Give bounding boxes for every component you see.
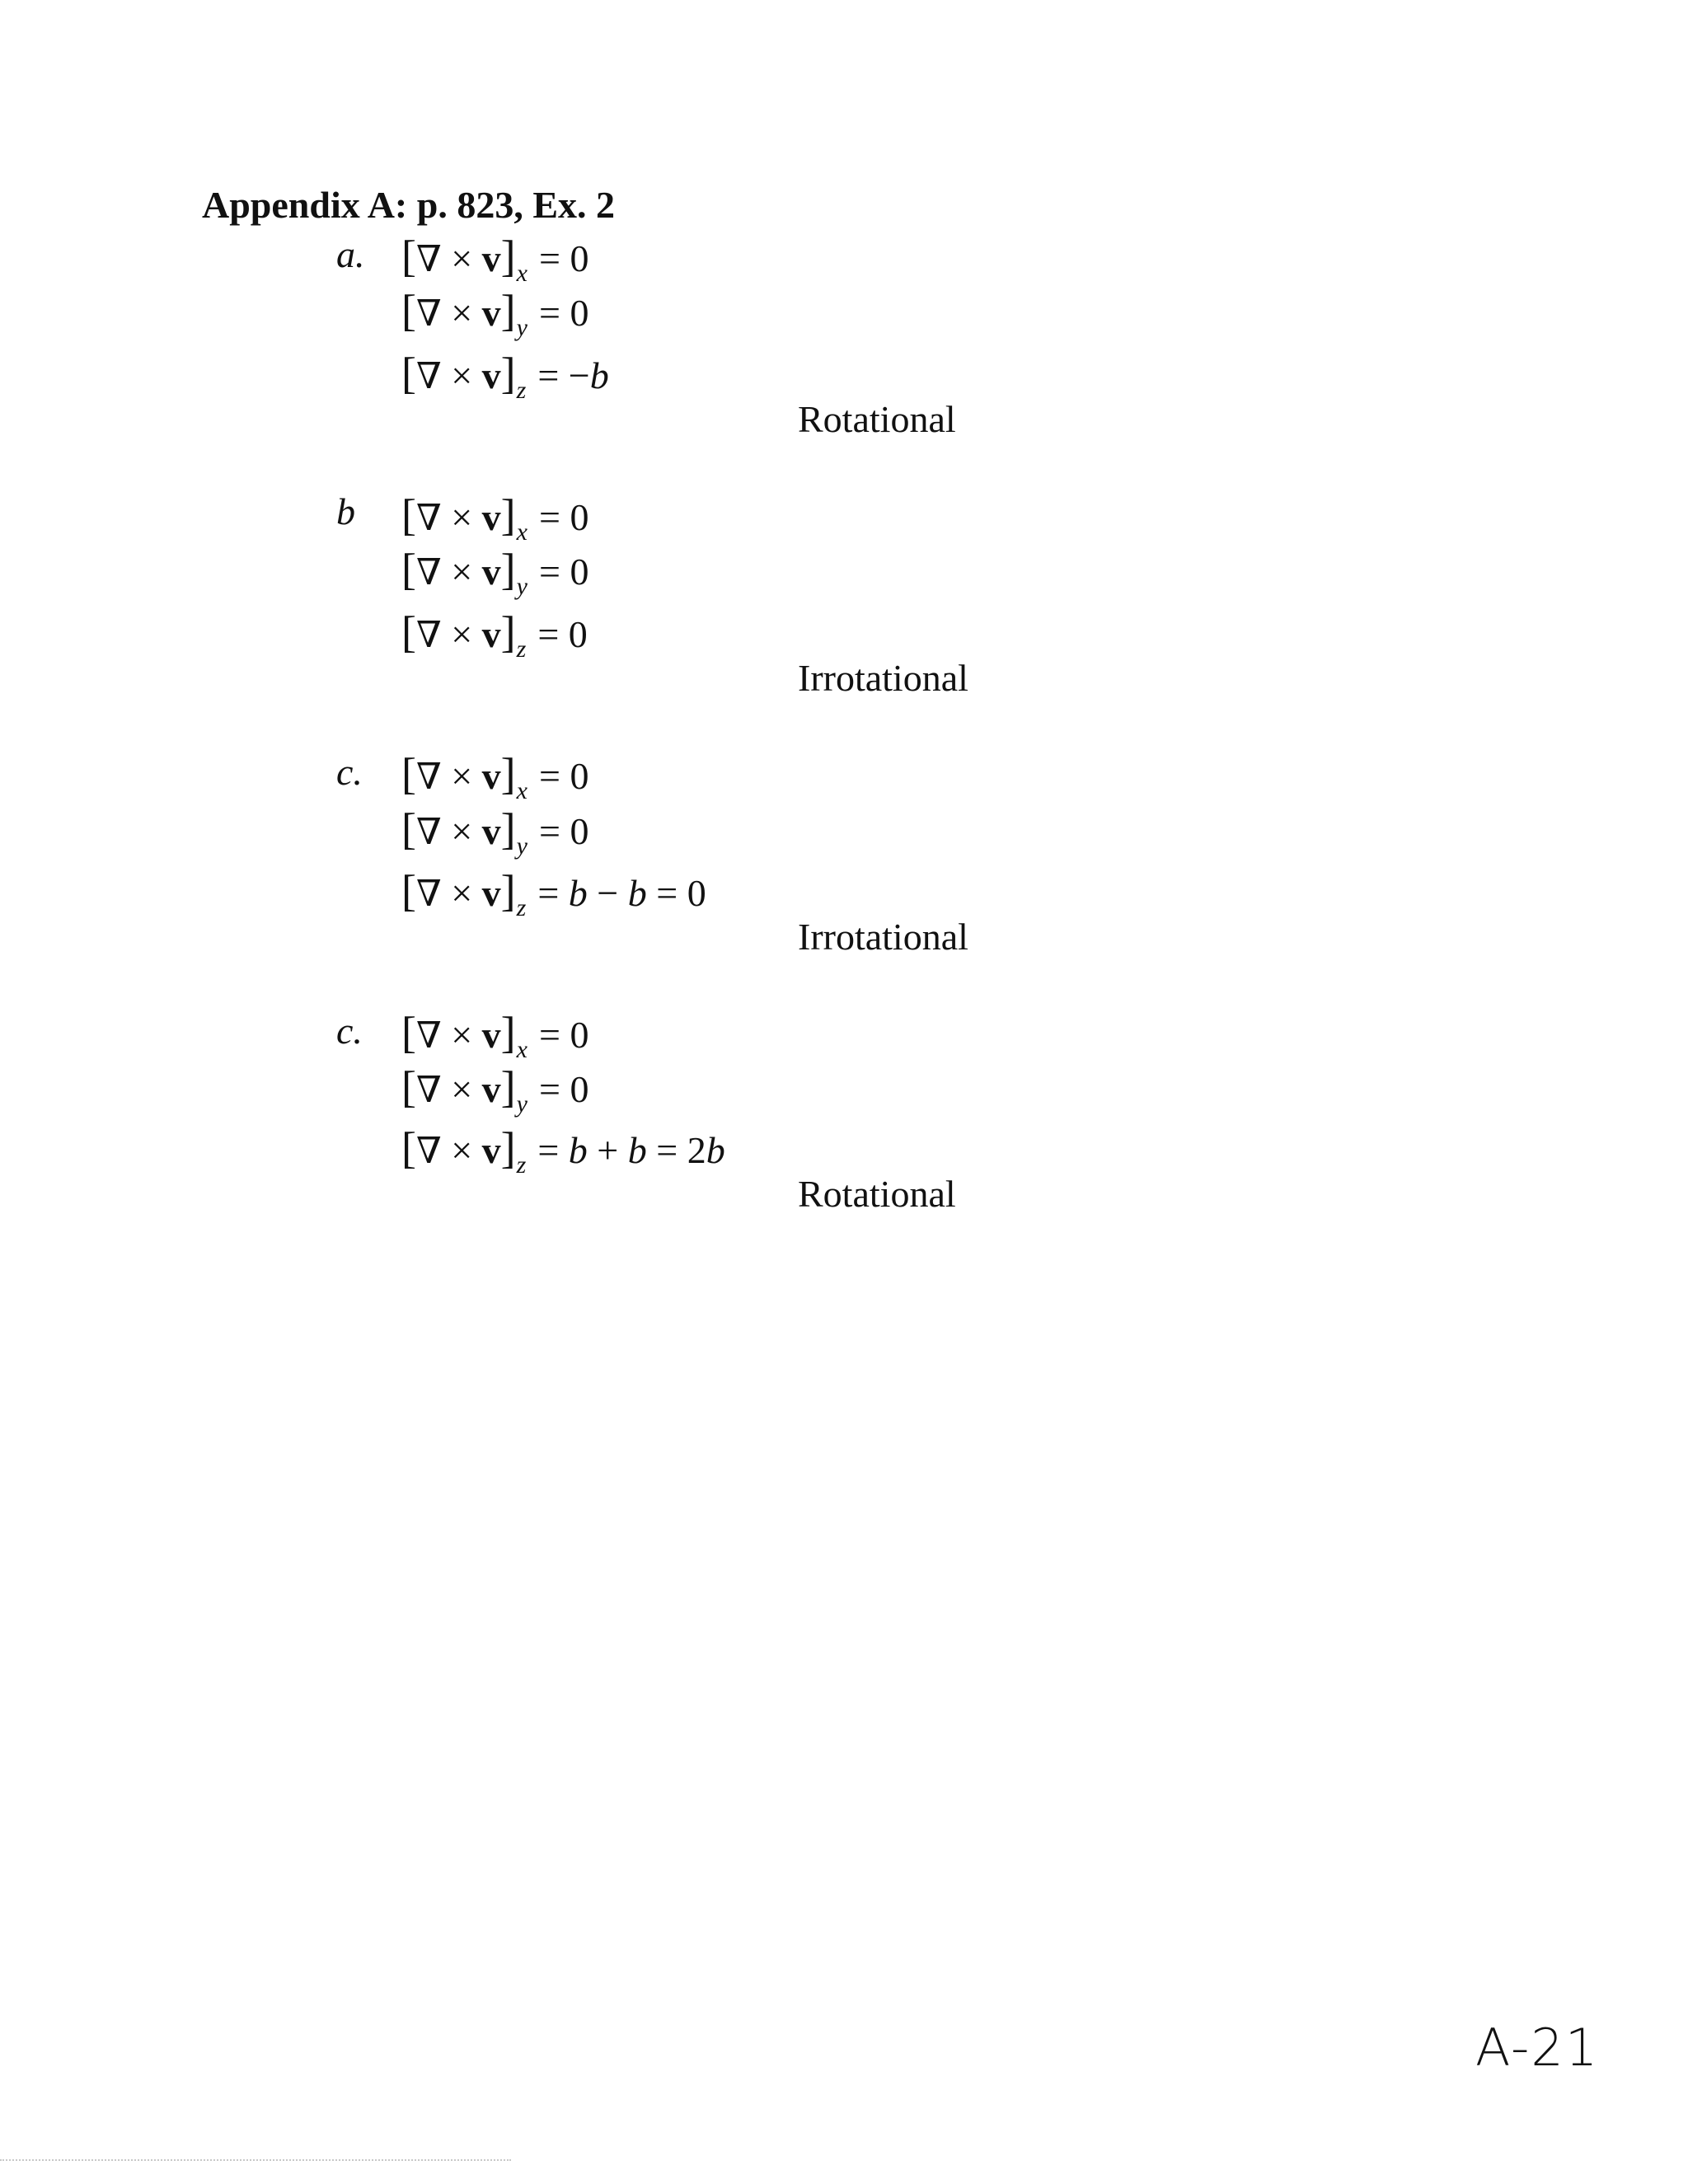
curl-equation-c-z [401, 865, 706, 921]
part-label-a: a. [336, 233, 365, 275]
close-bracket: ] [500, 1008, 516, 1057]
close-bracket: ] [500, 607, 516, 657]
open-bracket: [ [401, 232, 416, 281]
part-label-b: b [336, 490, 355, 532]
close-bracket: ] [500, 286, 516, 335]
cross-symbol: × [451, 810, 473, 852]
curl-equation-a-z [401, 348, 609, 404]
open-bracket: [ [401, 286, 416, 335]
cross-symbol: × [451, 1129, 473, 1171]
component-subscript: y [516, 573, 528, 600]
curl-equation-c-y [401, 804, 589, 860]
vector-v: v [481, 755, 501, 797]
component-subscript: z [516, 894, 527, 921]
cross-symbol: × [451, 613, 473, 655]
nabla-symbol: ∇ [415, 812, 442, 852]
vector-v: v [481, 1068, 501, 1110]
equation-rhs: = b − b = 0 [537, 872, 706, 914]
curl-equation-d-y [401, 1062, 589, 1118]
curl-equation-c-x [401, 748, 589, 804]
vector-v: v [481, 613, 501, 655]
open-bracket: [ [401, 1008, 416, 1057]
nabla-symbol: ∇ [415, 757, 442, 797]
equation-rhs: = 0 [537, 613, 588, 655]
verdict-a: Rotational [798, 398, 956, 440]
equation-rhs: = −b [537, 354, 609, 396]
nabla-symbol: ∇ [415, 239, 442, 279]
vector-v: v [481, 237, 501, 279]
vector-v: v [481, 1129, 501, 1171]
nabla-symbol: ∇ [415, 498, 442, 538]
curl-equation-b-x [401, 490, 589, 546]
page-heading: Appendix A: p. 823, Ex. 2 [202, 184, 616, 226]
part-label-c: c. [336, 751, 363, 793]
cross-symbol: × [451, 354, 473, 396]
component-subscript: x [516, 260, 528, 287]
nabla-symbol: ∇ [415, 1131, 442, 1171]
vector-v: v [481, 292, 501, 334]
nabla-symbol: ∇ [415, 615, 442, 655]
nabla-symbol: ∇ [415, 1070, 442, 1110]
component-subscript: y [516, 314, 528, 341]
component-subscript: z [516, 377, 527, 404]
component-subscript: y [516, 832, 528, 860]
equation-rhs: = 0 [538, 810, 589, 852]
equation-rhs: = 0 [538, 496, 589, 538]
open-bracket: [ [401, 490, 416, 540]
vector-v: v [481, 1014, 501, 1056]
cross-symbol: × [451, 292, 473, 334]
verdict-b: Irrotational [798, 657, 968, 699]
nabla-symbol: ∇ [415, 1015, 442, 1056]
component-subscript: y [516, 1090, 528, 1118]
open-bracket: [ [401, 607, 416, 657]
handwritten-page-number: A-21 [1475, 2018, 1600, 2078]
part-label-d: c. [336, 1010, 363, 1052]
equation-rhs: = 0 [538, 1068, 589, 1110]
curl-equation-d-x [401, 1007, 589, 1063]
close-bracket: ] [500, 1123, 516, 1173]
open-bracket: [ [401, 1123, 416, 1173]
component-subscript: z [516, 635, 527, 663]
equation-rhs: = 0 [538, 755, 589, 797]
cross-symbol: × [451, 1068, 473, 1110]
curl-equation-a-x [401, 231, 589, 287]
open-bracket: [ [401, 1062, 416, 1112]
curl-equation-b-y [401, 544, 589, 600]
verdict-c: Irrotational [798, 916, 968, 958]
close-bracket: ] [500, 1062, 516, 1112]
equation-rhs: = 0 [538, 1014, 589, 1056]
nabla-symbol: ∇ [415, 293, 442, 334]
equation-rhs: = 0 [538, 551, 589, 593]
nabla-symbol: ∇ [415, 874, 442, 914]
component-subscript: x [516, 777, 528, 804]
curl-equation-a-y [401, 285, 589, 341]
cross-symbol: × [451, 1014, 473, 1056]
nabla-symbol: ∇ [415, 552, 442, 593]
vector-v: v [481, 872, 501, 914]
close-bracket: ] [500, 866, 516, 916]
nabla-symbol: ∇ [415, 356, 442, 396]
cross-symbol: × [451, 496, 473, 538]
cross-symbol: × [451, 755, 473, 797]
cross-symbol: × [451, 872, 473, 914]
equation-rhs: = 0 [538, 237, 589, 279]
close-bracket: ] [500, 545, 516, 594]
vector-v: v [481, 496, 501, 538]
close-bracket: ] [500, 232, 516, 281]
curl-equation-d-z [401, 1122, 725, 1179]
vector-v: v [481, 551, 501, 593]
vector-v: v [481, 354, 501, 396]
curl-equation-b-z [401, 607, 588, 663]
open-bracket: [ [401, 866, 416, 916]
close-bracket: ] [500, 749, 516, 799]
close-bracket: ] [500, 804, 516, 854]
scan-artifact-divider [0, 2159, 511, 2163]
open-bracket: [ [401, 804, 416, 854]
close-bracket: ] [500, 490, 516, 540]
equation-rhs: = 0 [538, 292, 589, 334]
close-bracket: ] [500, 349, 516, 398]
verdict-d: Rotational [798, 1173, 956, 1215]
open-bracket: [ [401, 349, 416, 398]
vector-v: v [481, 810, 501, 852]
open-bracket: [ [401, 545, 416, 594]
cross-symbol: × [451, 551, 473, 593]
open-bracket: [ [401, 749, 416, 799]
cross-symbol: × [451, 237, 473, 279]
component-subscript: x [516, 518, 528, 546]
equation-rhs: = b + b = 2b [537, 1129, 725, 1171]
component-subscript: z [516, 1151, 527, 1179]
component-subscript: x [516, 1036, 528, 1063]
